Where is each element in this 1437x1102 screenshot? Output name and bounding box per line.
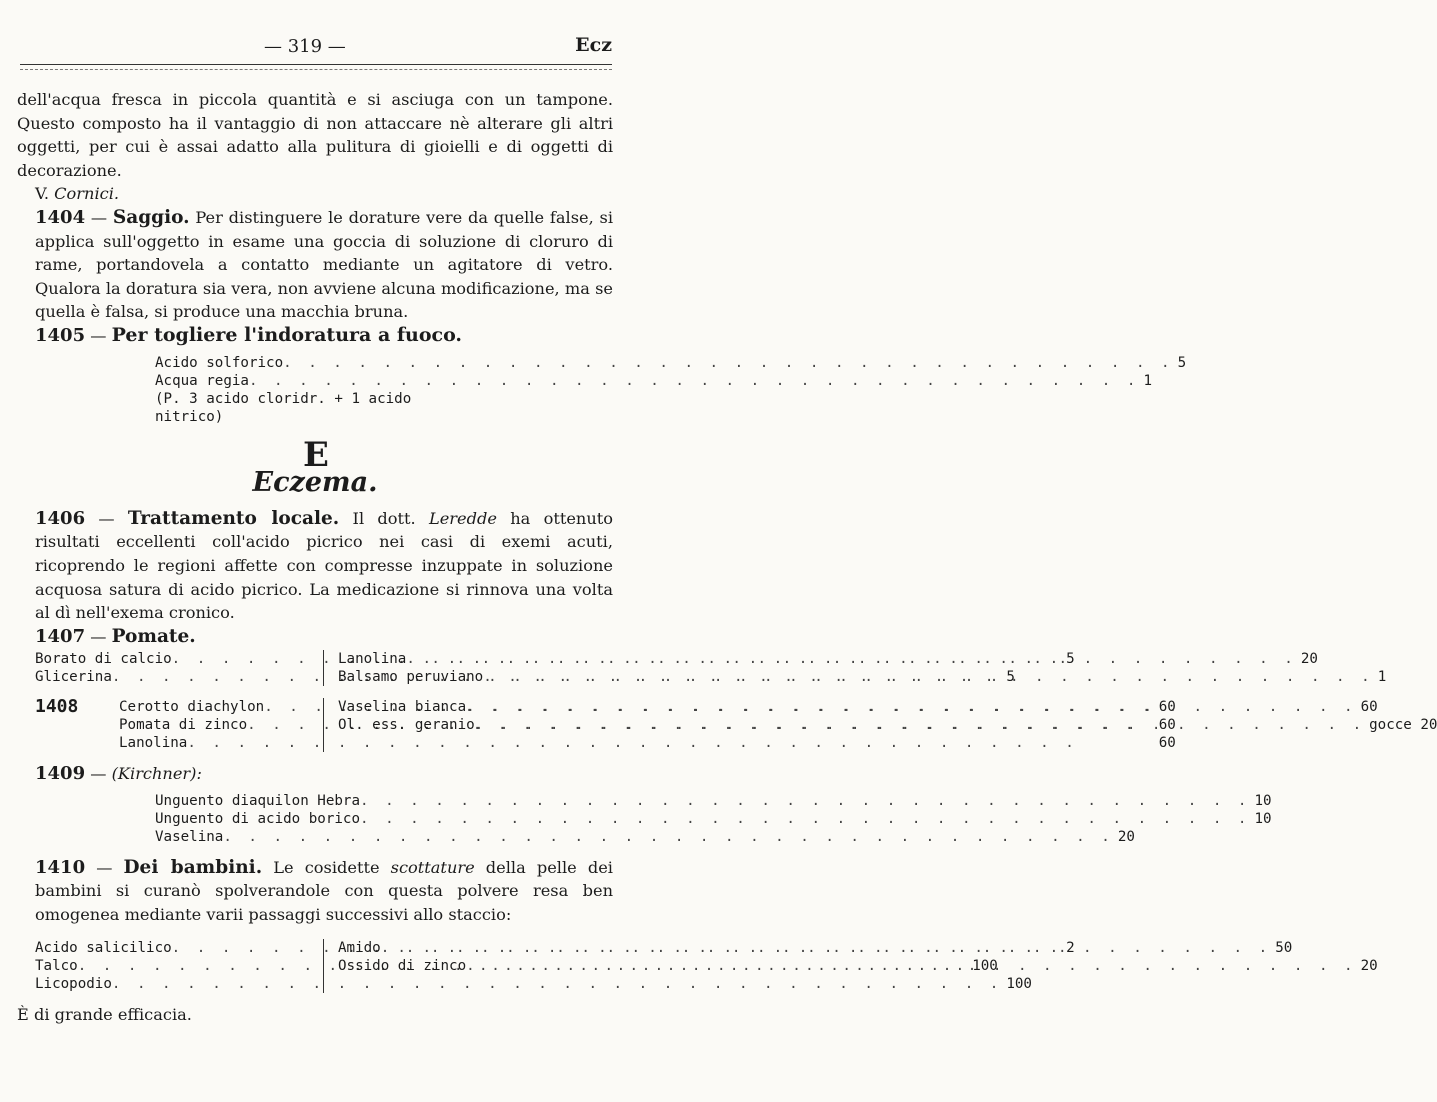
entry-number: 1405 (35, 324, 86, 346)
entry-number: 1408 (35, 696, 79, 718)
intro-paragraph: dell'acqua fresca in piccola quantità e si asciuga con un tampone. Questo composto ha il vantaggio di non attaccare nè alterare gli altri oggetti, per cui è assai adatto alla pulitura di gioielli e di oggetti di decorazione. (17, 90, 613, 180)
recipe-row: Ossido di zinco . . . 20 (338, 957, 613, 975)
entry-text: Le cosidette (273, 857, 380, 877)
entry-1410 (17, 856, 613, 927)
recipe-row: Lanolina . . . 20 (338, 650, 613, 668)
entry-number: 1407 (35, 625, 86, 647)
page-body (17, 88, 1437, 1026)
entry-title: Saggio. (112, 206, 190, 228)
entry-text: della pelle dei bambini si curanò spolverandole con questa polvere resa ben omogenea mediante varii passaggi successivi allo staccio: (35, 857, 613, 925)
entry-number: 1410 (35, 856, 86, 878)
recipe-1410 (35, 939, 1378, 993)
entry-number: 1404 (35, 206, 86, 228)
recipe-note: (P. 3 acido cloridr. + 1 acido nitrico) (155, 390, 412, 425)
entry-term: scottature (390, 857, 475, 877)
entry-1409 (17, 762, 613, 786)
entry-text: ha ottenuto risultati eccellenti coll'acido picrico nei casi di exemi acuti, ricoprendo le regioni affette con compresse inzuppate in soluzione acquosa satura di acido picrico. La medicazione si rinnova una volta al dì nell'exema cronico. (35, 508, 614, 623)
header-rule-dashed (20, 69, 612, 70)
section-title: Eczema. (252, 467, 378, 499)
recipe-1405 (155, 354, 1187, 426)
entry-1405 (17, 324, 613, 348)
entry-title: Per togliere l'indoratura a fuoco. (111, 323, 463, 346)
recipe-row: Unguento di acido borico . . . 10 (155, 810, 471, 828)
recipe-row: Pomata di zinco . . . 60 (119, 716, 1176, 734)
entry-text: Per distinguere le dorature vere da quelle false, si applica sull'oggetto in esame una goccia di soluzione di cloruro di rame, portandovela a contatto mediante un agitatore di vetro. Qualora la doratura sia vera, non avviene alcuna modificazione, ma se quella è falsa, si produce una macchia bruna. (35, 207, 613, 322)
recipe-row: Acido salicilico . . . 2 (35, 939, 313, 957)
entry-dash: — (90, 325, 107, 345)
recipe-row: Unguento diaquilon Hebra . . . 10 (155, 792, 471, 810)
closing-note: È di grande efficacia. (17, 1004, 192, 1024)
entry-dash: — (90, 626, 107, 646)
entry-number: 1406 (35, 507, 86, 529)
recipe-row: Ol. ess. geranio . . . gocce 20 (338, 716, 613, 734)
entry-title: Dei bambini. (123, 856, 263, 878)
entry-1404 (17, 206, 613, 324)
recipe-1409 (155, 792, 1272, 846)
recipe-row: Licopodio . . . 100 (35, 975, 313, 993)
entry-author: Leredde (428, 508, 497, 528)
running-headword: Ecz (575, 34, 612, 56)
entry-dash: — (96, 857, 113, 877)
section-letter: E (303, 434, 327, 475)
entry-dash: — (98, 508, 115, 528)
entry-number: 1409 (35, 763, 86, 785)
entry-title: Pomate. (111, 625, 196, 647)
entry-dash: — (90, 764, 107, 784)
recipe-row: Talco . . . 100 (35, 957, 313, 975)
recipe-1407 (35, 650, 1387, 686)
see-also (17, 182, 613, 206)
recipe-row: Vaselina . . . 20 (155, 828, 471, 846)
entry-1406 (17, 507, 613, 625)
header-rule (20, 64, 612, 65)
entry-1407 (17, 625, 613, 649)
recipe-row: Acido solforico . . . 5 (155, 354, 479, 372)
recipe-row: Borato di calcio . . . 5 (35, 650, 313, 668)
recipe-row: Balsamo peruviano . . . 1 (338, 668, 613, 686)
entry-dash: — (90, 207, 108, 227)
entry-author: (Kirchner): (111, 764, 202, 784)
entry-text: Il dott. (352, 508, 416, 528)
entry-title: Trattamento locale. (127, 507, 340, 529)
page-header (0, 34, 700, 64)
see-reference: Cornici. (54, 184, 120, 204)
recipe-row: Glicerina . . . 5 (35, 668, 313, 686)
recipe-row: Cerotto diachylon . . . 60 (119, 698, 1176, 716)
recipe-row: Lanolina . . . 60 (119, 734, 1176, 752)
recipe-1408 (35, 696, 1437, 752)
page-number: — 319 — (264, 36, 346, 57)
see-prefix: V. (35, 184, 50, 204)
recipe-row: Vaselina bianca . . . 60 (338, 698, 613, 716)
recipe-row: Acqua regia . . . 1 (155, 372, 479, 390)
recipe-row: Amido . . . 50 (338, 939, 613, 957)
